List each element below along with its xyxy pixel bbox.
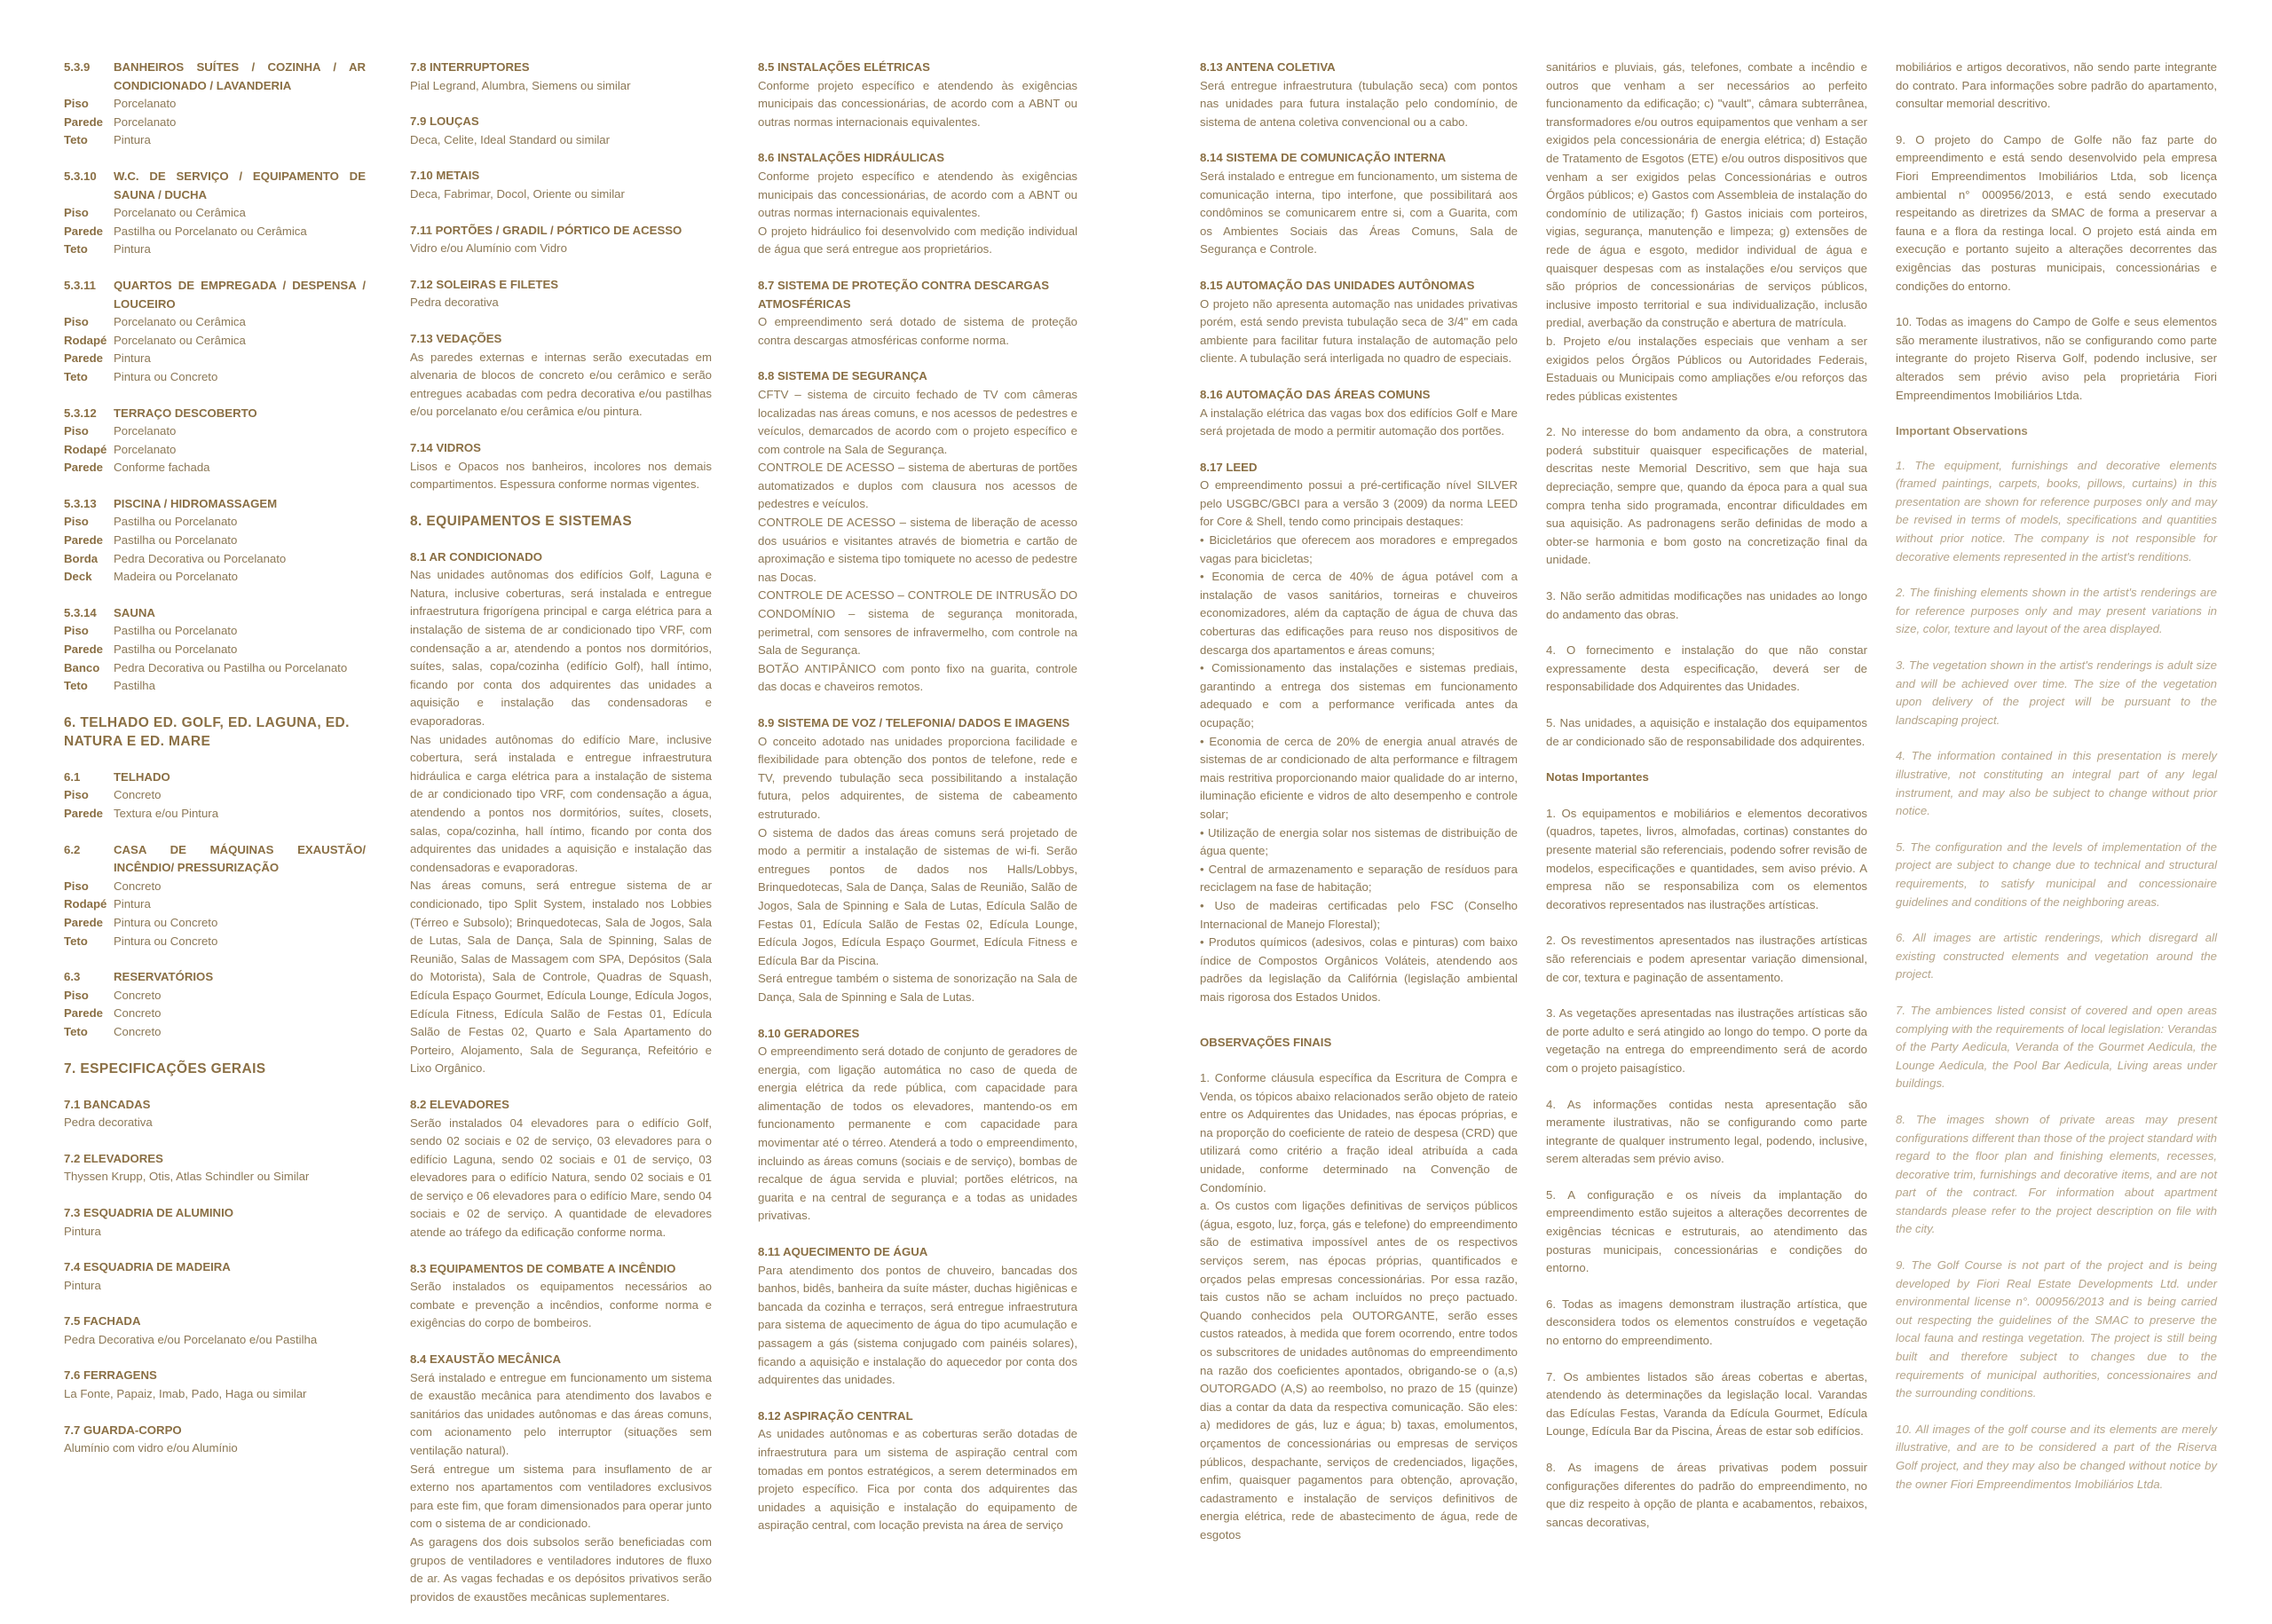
en-note-9: 9. The Golf Course is not part of the project and is being developed by Fiori Real Estate Developments Ltd. under environmental license n°. 000956/2013 and is being carried out respecting the guidelines of the SMAC to preserve the local fauna and restinga vegetation. The project is still being built and therefore subject to changes due to the requirements of municipal authorities, concessionaires and the surrounding conditions. xyxy=(1896,1258,2217,1400)
spec-5-3-13: 5.3.13 PISCINA / HIDROMASSAGEM Piso Pastilha ou Porcelanato Parede Pastilha ou Porcelanato Borda Pedra Decorativa ou Porcelanato Deck Madeira ou Porcelanato xyxy=(64,496,287,584)
item-8-9: 8.9 SISTEMA DE VOZ / TELEFONIA/ DADOS E IMAGENS O conceito adotado nas unidades proporciona facilidade e flexibilidade para obtenção dos pontos de telefone, rede e TV, prevendo tubulação seca possibilitando a instalação futura, pelos adquirentes, de sistema de cabeamento estruturado. O sistema de dados das áreas comuns será projetado de modo a permitir a instalação de sistemas de wi-fi. Serão entregues pontos de dados nos Halls/Lobbys, Brinquedotecas, Sala de Dança, Salas de Reunião, Salão de Jogos, Sala de Spinning e Sala de Lutas, Edícula Salão de Festas 01, Edícula Salão de Festas 02, Edícula Lounge, Edícula Jogos, Edícula Espaço Gourmet, Edícula Fitness e Edícula Bar da Piscina. Será entregue também o sistema de sonorização na Sala de Dança, Sala de Spinning e Sala de Lutas. xyxy=(758,716,1077,1004)
important-note-4: 4. As informações contidas nesta apresentação são meramente ilustrativas, não se configurando como parte integrante de qualquer instrumento legal, podendo, inclusive, serem alteradas sem prévio aviso. xyxy=(1546,1097,1867,1166)
important-observations-title: Important Observations xyxy=(1896,424,2028,438)
en-note-2: 2. The finishing elements shown in the artist's renderings are for reference purposes only and may present variations in size, color, texture and layout of the area displayed. xyxy=(1896,586,2217,636)
item-7-8: 7.8 INTERRUPTORES Pial Legrand, Alumbra, Siemens ou similar xyxy=(410,60,631,92)
spec-6-1: 6.1 TELHADO Piso Concreto Parede Textura e/ou Pintura xyxy=(64,769,219,820)
important-note-7: 7. Os ambientes listados são áreas cobertas e abertas, atendendo às determinações da legislação local. Varandas das Edículas Festas, Varanda da Edícula Gourmet, Edícula Lounge, Edícula Bar da Piscina, Áreas de estar sob edifícios. xyxy=(1546,1369,1867,1439)
important-note-9: 9. O projeto do Campo de Golfe não faz parte do empreendimento e está sendo desenvolvido pela empresa Fiori Empreendimentos Imobiliários Ltda, sob licença ambiental n° 000956/2013, e está sendo executado respeitando as diretrizes da SMAC de forma a preservar a fauna e a flora da restinga local. O projeto está ainda em execução e portanto sujeito a alterações decorrentes das exigências das posturas municipais, concessionárias e condições do entorno. xyxy=(1896,132,2217,293)
item-7-5: 7.5 FACHADA Pedra Decorativa e/ou Porcelanato e/ou Pastilha xyxy=(64,1314,318,1346)
spec-6-3: 6.3 RESERVATÓRIOS Piso Concreto Parede Concreto Teto Concreto xyxy=(64,970,214,1038)
item-8-3: 8.3 EQUIPAMENTOS DE COMBATE A INCÊNDIO Serão instalados os equipamentos necessários ao combate e prevenção a incêndios, conforme norma e exigências do corpo de bombeiros. xyxy=(410,1261,712,1330)
en-note-3: 3. The vegetation shown in the artist's renderings is adult size and will be achieved over time. The size of the vegetation upon delivery of the project will be pursuant to the landscaping project. xyxy=(1896,658,2217,727)
important-note-8-continued: mobiliários e artigos decorativos, não sendo parte integrante do contrato. Para informações sobre padrão do apartamento, consultar memorial descritivo. xyxy=(1896,60,2217,111)
item-8-12: 8.12 ASPIRAÇÃO CENTRAL As unidades autônomas e as coberturas serão dotadas de infraestrutura para um sistema de aspiração central com tomadas em pontos estratégicos, a serem determinados em projeto específico. Fica por conta dos adquirentes das unidades a aquisição e instalação do equipamento de aspiração central, com locação prevista na área de serviço xyxy=(758,1408,1077,1533)
spec-5-3-12: 5.3.12 TERRAÇO DESCOBERTO Piso Porcelanato Rodapé Porcelanato Parede Conforme fachada xyxy=(64,406,257,475)
item-7-13: 7.13 VEDAÇÕES As paredes externas e internas serão executadas em alvenaria de blocos de concreto e/ou cerâmico e serão entregues acabadas com pedra decorativa e/ou pastilhas e/ou porcelanato e/ou cerâmica e/ou pintura. xyxy=(410,331,712,419)
item-8-2: 8.2 ELEVADORES Serão instalados 04 elevadores para o edifício Golf, sendo 02 sociais e 02 de serviço, 03 elevadores para o edifício Laguna, sendo 02 sociais e 01 de serviço, 03 elevadores para o edifício Natura, sendo 02 sociais e 01 de serviço e 06 elevadores para o edifício Mare, sendo 04 sociais e 02 de serviço. A quantidade de elevadores atende ao tráfego da edificação conforme norma. xyxy=(410,1097,712,1240)
item-8-16: 8.16 AUTOMAÇÃO DAS ÁREAS COMUNS A instalação elétrica das vagas box dos edifícios Golf e Mare será projetada de modo a permitir automação dos portões. xyxy=(1200,387,1518,438)
item-8-15: 8.15 AUTOMAÇÃO DAS UNIDADES AUTÔNOMAS O projeto não apresenta automação nas unidades privativas porém, está sendo prevista tubulação seca de 3/4" em cada ambiente para facilitar futura instalação de automação pelo cliente. A tubulação será interligada no quadro de especiais. xyxy=(1200,278,1518,366)
item-8-1: 8.1 AR CONDICIONADO Nas unidades autônomas dos edifícios Golf, Laguna e Natura, inclusive coberturas, será instalada e entregue infraestrutura frigorígena principal e carga elétrica para a instalação de sistema de ar condicionado tipo VRF, com condensação a ar, atendendo a pontos nos dormitórios, suítes, salas, copa/cozinha (edifício Golf), hall íntimo, ficando por conta dos adquirentes das unidades a aquisição e instalação das condensadoras e evaporadoras. Nas unidades autônomas do edifício Mare, inclusive cobertura, será instalada e entregue infraestrutura hidráulica e carga elétrica para a instalação de sistema de ar condicionado tipo VRF, com condensação a água, atendendo a pontos nos dormitórios, suítes, closets, salas, copa/cozinha, hall íntimo, ficando por conta dos adquirentes das unidades a aquisição e instalação das condensadoras e evaporadoras. Nas áreas comuns, será entregue sistema de ar condicionado, tipo Split System, instalado nos Lobbies (Térreo e Subsolo); Brinquedotecas, Sala de Jogos, Sala de Lutas, Sala de Dança, Sala de Spinning, Salas de Reunião, Salas de Massagem com SPA, Depósitos (Sala do Motorista), Sala de Controle, Quadras de Squash, Edícula Espaço Gourmet, Edícula Lounge, Edícula Jogos, Edícula Fitness, Edícula Salão de Festas 01, Edícula Salão de Festas 02, Quarto e Sala Apartamento do Porteiro, Alojamento, Sala de Segurança, Refeitório e Lixo Orgânico. xyxy=(410,549,712,1076)
section-6-title: 6. TELHADO ED. GOLF, ED. LAGUNA, ED. NATURA E ED. MARE xyxy=(64,714,350,749)
item-8-8: 8.8 SISTEMA DE SEGURANÇA CFTV – sistema de circuito fechado de TV com câmeras localizadas nas áreas comuns, e nos acessos de pedestres e veículos, demarcados de acordo com o projeto específico e com controle na Sala de Segurança. CONTROLE DE ACESSO – sistema de aberturas de portões automatizados e duplos com clausura nos acessos de pedestres e veículos. CONTROLE DE ACESSO – sistema de liberação de acesso dos usuários e visitantes através de biometria e cartão de aproximação e sistema tipo tomiquete no acesso de pedestre nas Docas. CONTROLE DE ACESSO – CONTROLE DE INTRUSÃO DO CONDOMÍNIO – sistema de segurança monitorada, perimetral, com sensores de infravermelho, com controle na Sala de Segurança. BOTÃO ANTIPÂNICO com ponto fixo na guarita, controle das docas e chaveiros remotos. xyxy=(758,369,1077,694)
column-3 xyxy=(758,59,1077,1553)
column-2 xyxy=(410,59,712,1624)
column-1 xyxy=(64,59,366,1476)
spec-list-5-3 xyxy=(64,59,366,696)
important-note-2: 2. Os revestimentos apresentados nas ilustrações artísticas são referenciais e podem apresentar variação dimensional, de cor, textura e paginação de assentamento. xyxy=(1546,934,1867,984)
important-note-3: 3. As vegetações apresentadas nas ilustrações artísticas são de porte adulto e será atingido ao longo do tempo. O porte da vegetação na entrega do empreendimento será de acordo com o projeto paisagístico. xyxy=(1546,1006,1867,1075)
section-7-title: 7. ESPECIFICAÇÕES GERAIS xyxy=(64,1060,266,1076)
item-7-4: 7.4 ESQUADRIA DE MADEIRA Pintura xyxy=(64,1260,231,1292)
final-observation-5: 5. Nas unidades, a aquisição e instalação dos equipamentos de ar condicionado são de responsabilidade dos adquirentes. xyxy=(1546,716,1867,748)
final-observation-4: 4. O fornecimento e instalação do que não constar expressamente desta especificação, deverá ser de responsabilidade dos Adquirentes das Unidades. xyxy=(1546,643,1867,694)
item-7-6: 7.6 FERRAGENS La Fonte, Papaiz, Imab, Pado, Haga ou similar xyxy=(64,1368,307,1401)
spec-5-3-9: 5.3.9 BANHEIROS SUÍTES / COZINHA / AR CONDICIONADO / LAVANDERIA Piso Porcelanato Parede Porcelanato Teto Pintura xyxy=(64,60,366,147)
item-8-17: 8.17 LEED O empreendimento possui a pré-certificação nível SILVER pelo USGBC/GBCI para a versão 3 (2009) da norma LEED for Core & Shell, tendo como principais destaques: • Bicicletários que oferecem aos moradores e empregados vagas para bicicletas; • Economia de cerca de 40% de água potável com a instalação de vasos sanitários, torneiras e chuveiros economizadores, além da captação de água de chuva das coberturas das edificações para reuso nos dispositivos de descarga dos apartamentos e áreas comuns; • Comissionamento das instalações e sistemas prediais, garantindo a entrega dos sistemas em funcionamento adequado e com a performance verificada antes da ocupação; • Economia de cerca de 20% de energia anual através de sistemas de ar condicionado de alta performance e filtragem mais restritiva proporcionando maior qualidade do ar interno, iluminação eficiente e vidros de alto desempenho e controle solar; • Utilização de energia solar nos sistemas de distribuição de água quente; • Central de armazenamento e separação de resíduos para reciclagem na fase de habitação; • Uso de madeiras certificadas pelo FSC (Conselho Internacional de Manejo Florestal); • Produtos químicos (adesivos, colas e pinturas) com baixo índice de Compostos Orgânicos Voláteis, atendendo aos padrões da legislação da Califórnia (legislação ambiental mais rigorosa dos Estados Unidos. xyxy=(1200,460,1518,1004)
section-8-title: 8. EQUIPAMENTOS E SISTEMAS xyxy=(410,513,633,529)
column-4 xyxy=(1200,59,1518,1545)
en-note-1: 1. The equipment, furnishings and decorative elements (framed paintings, carpets, books, pillows, curtains) in this presentation are shown for reference purposes only and may be revised in terms of models, specifications and quantities without prior notice. The company is not responsible for decorative elements represented in the artist's renditions. xyxy=(1896,458,2217,564)
important-note-8: 8. As imagens de áreas privativas podem possuir configurações diferentes do padrão do empreendimento, no que diz respeito à opção de planta e acabamentos, rebaixos, sancas decorativas, xyxy=(1546,1461,1867,1529)
item-8-6: 8.6 INSTALAÇÕES HIDRÁULICAS Conforme projeto específico e atendendo às exigências municipais das concessionárias, de acordo com a ABNT ou outras normas internacionais equivalentes. O projeto hidráulico foi desenvolvido com medição individual de água que será entregue aos proprietários. xyxy=(758,151,1077,256)
final-observations-text: 1. Conforme cláusula específica da Escritura de Compra e Venda, os tópicos abaixo relacionados serão objeto de rateio entre os Adquirentes das Unidades, nas épocas próprias, e na proporção do coeficiente de rateio de despesa (CRD) que utilizará como critério a fração ideal atribuída a cada unidade, conforme determinado na Convenção de Condomínio. a. Os custos com ligações definitivas de serviços públicos (água, esgoto, luz, força, gás e telefone) do empreendimento são de estimativa impossível antes de os respectivos serviços serem, nas épocas próprias, quantificados e orçados pelas empresas concessionárias. Por essa razão, tais custos não se acham incluídos no preço pactuado. Quando conhecidos pela OUTORGANTE, serão esses custos rateados, à medida que forem ocorrendo, entre todos os subscritores de unidades autônomas do empreendimento na razão dos coeficientes apontados, obrigando-se o (a,s) OUTORGADO (A,S) ao reembolso, no prazo de 15 (quinze) dias a contar da data da respectiva comunicação. São eles: a) medidores de gás, luz e água; b) taxas, emolumentos, orçamentos de concessionárias ou empresas de serviços públicos, despachante, serviços de credenciados, ligações, enfim, quaisquer pagamentos para obtenção, aprovação, cadastramento e instalação de serviços definitivos de energia elétrica, rede de abastecimento de água, rede de esgotos xyxy=(1200,1071,1518,1541)
item-8-10: 8.10 GERADORES O empreendimento será dotado de conjunto de geradores de energia, com ligação automática no caso de queda de energia elétrica da rede pública, com capacidade para alimentação de todos os elevadores, mantendo-os em funcionamento permanente e com capacidade para movimentar até o térreo. Atenderá a todo o empreendimento, incluindo as áreas comuns (sociais e de serviço), bombas de recalque de água servida e pluvial; portões elétricos, na guarita e na central de segurança e a todas as unidades privativas. xyxy=(758,1026,1077,1223)
item-8-14: 8.14 SISTEMA DE COMUNICAÇÃO INTERNA Será instalado e entregue em funcionamento, um sistema de comunicação interna, tipo interfone, que possibilitará aos condôminos se comunicarem entre si, com a Guarita, com os Ambientes Sociais das Áreas Comuns, Sala de Segurança e Controle. xyxy=(1200,151,1518,256)
item-7-10: 7.10 METAIS Deca, Fabrimar, Docol, Oriente ou similar xyxy=(410,169,625,201)
item-7-7: 7.7 GUARDA-CORPO Alumínio com vidro e/ou Alumínio xyxy=(64,1423,238,1455)
item-7-14: 7.14 VIDROS Lisos e Opacos nos banheiros, incolores nos demais compartimentos. Espessura conforme normas vigentes. xyxy=(410,440,712,492)
en-note-5: 5. The configuration and the levels of implementation of the project are subject to change due to technical and structural requirements, to satisfy municipal and concessionaire guidelines and conditions of the neighboring areas. xyxy=(1896,840,2217,909)
en-note-6: 6. All images are artistic renderings, which disregard all existing constructed elements and vegetation around the project. xyxy=(1896,931,2217,981)
item-7-1: 7.1 BANCADAS Pedra decorativa xyxy=(64,1097,153,1130)
important-note-10: 10. Todas as imagens do Campo de Golfe e seus elementos são meramente ilustrativos, não se configurando como parte integrante do projeto Riserva Golf, podendo inclusive, ser alterados sem prévio aviso pela proprietária Fiori Empreendimentos Imobiliários Ltda. xyxy=(1896,315,2217,402)
item-7-9: 7.9 LOUÇAS Deca, Celite, Ideal Standard ou similar xyxy=(410,114,611,146)
item-7-3: 7.3 ESQUADRIA DE ALUMINIO Pintura xyxy=(64,1205,233,1238)
final-observation-3: 3. Não serão admitidas modificações nas unidades ao longo do andamento das obras. xyxy=(1546,589,1867,621)
item-7-2: 7.2 ELEVADORES Thyssen Krupp, Otis, Atlas Schindler ou Similar xyxy=(64,1151,310,1184)
item-8-5: 8.5 INSTALAÇÕES ELÉTRICAS Conforme projeto específico e atendendo às exigências municipais das concessionárias, de acordo com a ABNT ou outras normas internacionais equivalentes. xyxy=(758,60,1077,129)
en-note-4: 4. The information contained in this presentation is merely illustrative, not constituting an integral part of any legal instrument, and may also be subject to change without prior notice. xyxy=(1896,749,2217,818)
en-note-8: 8. The images shown of private areas may present configurations different than those of the project standard with regard to the floor plan and finishing elements, recesses, decorative trim, furnishings and decorative items, and are not part of the contract. For information about apartment standards please refer to the project description on file with the city. xyxy=(1896,1112,2217,1236)
item-8-11: 8.11 AQUECIMENTO DE ÁGUA Para atendimento dos pontos de chuveiro, bancadas dos banhos, bidês, banheira da suíte máster, duchas higiênicas e bancada da cozinha e terraços, será entregue infraestrutura para sistema de aquecimento de água do tipo acumulação e passagem a gás (sistema conjugado com painéis solares), ficando a aquisição e instalação do aquecedor por conta dos adquirentes das unidades. xyxy=(758,1245,1077,1387)
spec-5-3-10: 5.3.10 W.C. DE SERVIÇO / EQUIPAMENTO DE SAUNA / DUCHA Piso Porcelanato ou Cerâmica Parede Pastilha ou Porcelanato ou Cerâmica Teto Pintura xyxy=(64,169,366,256)
item-7-11: 7.11 PORTÕES / GRADIL / PÓRTICO DE ACESSO Vidro e/ou Alumínio com Vidro xyxy=(410,223,682,256)
item-7-12: 7.12 SOLEIRAS E FILETES Pedra decorativa xyxy=(410,277,559,310)
important-note-6: 6. Todas as imagens demonstram ilustração artística, que desconsidera todos os elementos construídos e vegetação no entorno do empreendimento. xyxy=(1546,1297,1867,1348)
item-8-13: 8.13 ANTENA COLETIVA Será entregue infraestrutura (tubulação seca) com pontos nas unidades para futura instalação pelo condomínio, de sistema de antena coletiva convencional ou a cabo. xyxy=(1200,60,1518,129)
spec-5-3-14: 5.3.14 SAUNA Piso Pastilha ou Porcelanato Parede Pastilha ou Porcelanato Banco Pedra Decorativa ou Pastilha ou Porcelanato Teto Pastilha xyxy=(64,605,348,693)
spec-5-3-11: 5.3.11 QUARTOS DE EMPREGADA / DESPENSA / LOUCEIRO Piso Porcelanato ou Cerâmica Rodapé Porcelanato ou Cerâmica Parede Pintura Teto Pintura ou Concreto xyxy=(64,278,366,383)
important-note-1: 1. Os equipamentos e mobiliários e elementos decorativos (quadros, tapetes, livros, almofadas, cortinas) constantes do presente material são referenciais, podendo sofrer revisão de modelos, especificações e quantidades, sem aviso prévio. A empresa não se responsabiliza com os elementos decorativos representados nas ilustrações artísticas. xyxy=(1546,806,1867,911)
final-observations-title: OBSERVAÇÕES FINAIS xyxy=(1200,1035,1332,1049)
item-8-7: 8.7 SISTEMA DE PROTEÇÃO CONTRA DESCARGAS ATMOSFÉRICAS O empreendimento será dotado de sistema de proteção contra descargas atmosféricas conforme norma. xyxy=(758,278,1077,347)
important-note-5: 5. A configuração e os níveis da implantação do empreendimento estão sujeitos a alterações decorrentes de exigências técnicas e estruturais, ao atendimento das posturas municipais, concessionárias e condições do entorno. xyxy=(1546,1187,1867,1275)
en-note-7: 7. The ambiences listed consist of covered and open areas complying with the requirements of local legislation: Verandas of the Party Aedicula, Veranda of the Gourmet Aedicula, the Lounge Aedicula, the Pool Bar Aedicula, Living areas under buildings. xyxy=(1896,1003,2217,1091)
spec-6-2: 6.2 CASA DE MÁQUINAS EXAUSTÃO/ INCÊNDIO/ PRESSURIZAÇÃO Piso Concreto Rodapé Pintura Parede Pintura ou Concreto Teto Pintura ou Concreto xyxy=(64,842,366,948)
column-6 xyxy=(1896,59,2217,1494)
final-observation-2: 2. No interesse do bom andamento da obra, a construtora poderá substituir quaisquer especificações de material, descritas neste Memorial Descritivo, sem que haja sua depreciação, sempre que, quando da época para a qual sua compra tenha sido programada, encontrar dificuldades em sua aquisição. As padronagens serão definidas de modo a obter-se harmonia e bom gosto na concretização final da unidade. xyxy=(1546,425,1867,567)
column-5 xyxy=(1546,59,1867,1532)
item-8-4: 8.4 EXAUSTÃO MECÂNICA Será instalado e entregue em funcionamento um sistema de exaustão mecânica para atendimento dos lavabos e sanitários das unidades autônomas e das áreas comuns, com acionamento pelo interruptor (situações sem ventilação natural). Será entregue um sistema para insuflamento de ar externo nos apartamentos com ventiladores exclusivos para este fim, que foram dimensionados para operar junto com o sistema de ar condicionado. As garagens dos dois subsolos serão beneficiadas com grupos de ventiladores e ventiladores indutores de fluxo de ar. As vagas fechadas e os depósitos privativos serão providos de exaustões mecânicas suplementares. xyxy=(410,1352,712,1604)
final-observations-continued: sanitários e pluviais, gás, telefones, combate a incêndio e outros que venham a ser necessários ao perfeito funcionamento da edificação; c) "vault", câmara subterrânea, transformadores e/ou outros equipamentos que venham a ser exigidos pela concessionária de energia elétrica; d) Estação de Tratamento de Esgotos (ETE) e/ou outros dispositivos que venham a ser exigidos pelas Concessionárias e outros Órgãos públicos; e) Gastos com Assembleia de instalação do condomínio de utilização; f) Gastos iniciais com porteiros, vigias, segurança, manutenção e limpeza; g) extensões de rede de água e esgoto, medidor individual de água e quaisquer despesas com as instalações e/ou serviços que são próprios de concessionárias de serviços públicos, inclusive imposto territorial e sua individualização, inclusão predial, averbação da construção e abertura de matrícula. b. Projeto e/ou instalações especiais que venham a ser exigidos pelos Órgãos Públicos ou Autoridades Federais, Estaduais ou Municipais como ampliações e/ou reforços das redes públicas existentes xyxy=(1546,60,1867,403)
en-note-10: 10. All images of the golf course and its elements are merely illustrative, and are to be considered a part of the Riserva Golf project, and they may also be changed without notice by the owner Fiori Empreendimentos Imobiliários Ltda. xyxy=(1896,1422,2217,1491)
important-notes-title: Notas Importantes xyxy=(1546,770,1649,784)
